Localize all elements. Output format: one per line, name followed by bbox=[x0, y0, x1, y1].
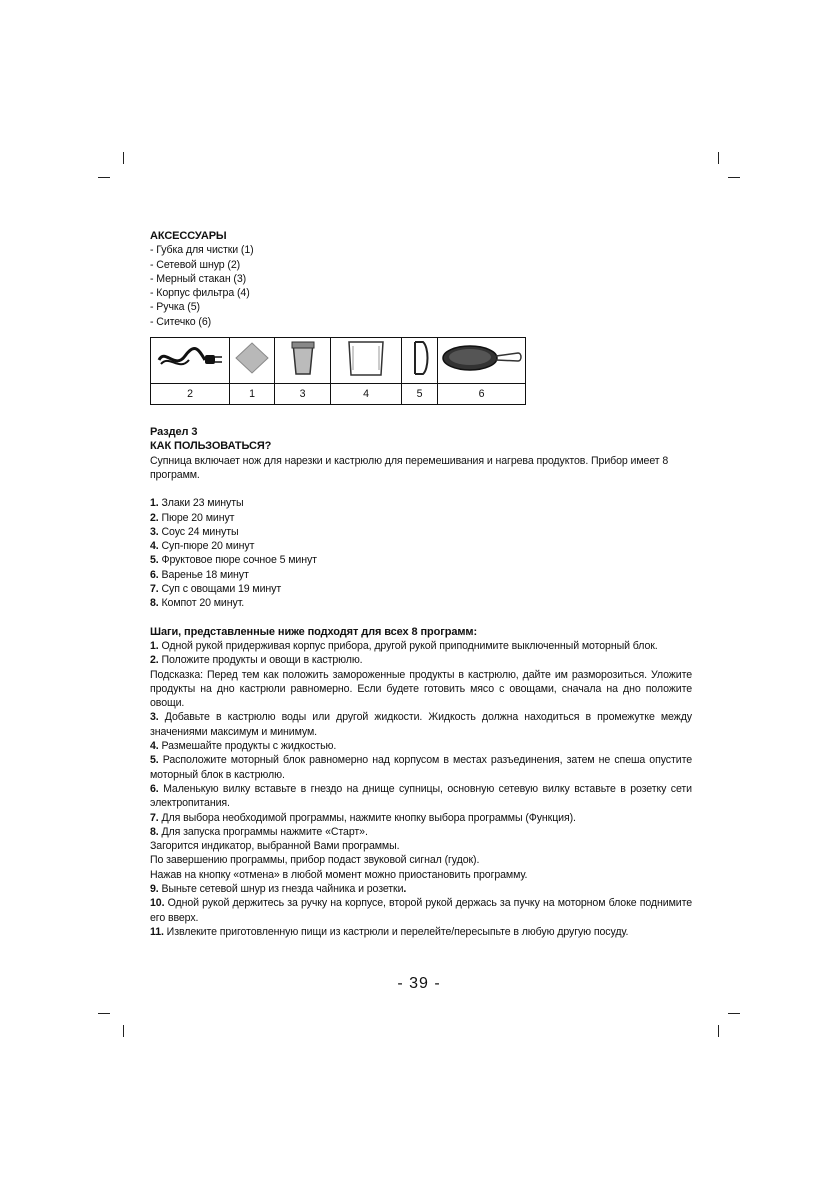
table-cell bbox=[331, 338, 402, 384]
accessories-title: АКСЕССУАРЫ bbox=[150, 230, 227, 242]
power-cord-icon bbox=[155, 340, 225, 376]
sponge-icon bbox=[233, 340, 271, 376]
hint-text: Подсказка: Перед тем как положить замороженные продукты в кастрюлю, дайте им разморозиться. Уложите продукты на дно кастрюли равномерно. Если будете готовить мясо с овощами, сначала на дно положите овощи. bbox=[150, 668, 692, 710]
section-label: Раздел 3 bbox=[150, 426, 198, 439]
filter-housing-icon bbox=[344, 338, 388, 378]
step-3: 3. Добавьте в кастрюлю воды или другой жидкости. Жидкость должна находиться в промежутке между значениями максимум и минимум. bbox=[150, 711, 692, 738]
table-cell: 5 bbox=[402, 384, 438, 405]
table-cell bbox=[275, 338, 331, 384]
table-cell: 3 bbox=[275, 384, 331, 405]
measuring-cup-icon bbox=[288, 339, 318, 377]
step-10: 10. Одной рукой держитесь за ручку на корпусе, второй рукой держась за пучку на моторном блоке поднимите его вверх. bbox=[150, 897, 692, 924]
note-beep: По завершению программы, прибор подаст звуковой сигнал (гудок). bbox=[150, 854, 480, 867]
crop-mark bbox=[123, 1025, 124, 1037]
list-item: - Губка для чистки (1) bbox=[150, 243, 692, 257]
note-indicator: Загорится индикатор, выбранной Вами программы. bbox=[150, 840, 400, 853]
list-item: - Корпус фильтра (4) bbox=[150, 286, 692, 300]
crop-mark bbox=[728, 1013, 740, 1014]
step-11: 11. Извлеките приготовленную пищи из кастрюли и перелейте/пересыпьте в любую другую посуду. bbox=[150, 925, 629, 938]
list-item: 4. Суп-пюре 20 минут bbox=[150, 540, 255, 553]
list-item: 8. Компот 20 минут. bbox=[150, 597, 245, 610]
list-item: 1. Злаки 23 минуты bbox=[150, 497, 244, 510]
list-item: - Ручка (5) bbox=[150, 300, 692, 314]
list-item: 7. Суп с овощами 19 минут bbox=[150, 583, 282, 596]
steps-title: Шаги, представленные ниже подходят для всех 8 программ: bbox=[150, 625, 478, 638]
crop-mark bbox=[718, 1025, 719, 1037]
crop-mark bbox=[123, 152, 124, 164]
strainer-icon bbox=[440, 340, 524, 376]
list-item: 3. Соус 24 минуты bbox=[150, 525, 239, 538]
list-item: 5. Фруктовое пюре сочное 5 минут bbox=[150, 554, 317, 567]
crop-mark bbox=[718, 152, 719, 164]
section-intro: Супница включает нож для нарезки и кастрюлю для перемешивания и нагрева продуктов. Прибор имеет 8 программ. bbox=[150, 454, 669, 481]
list-item: 6. Варенье 18 минут bbox=[150, 568, 249, 581]
note-cancel: Нажав на кнопку «отмена» в любой момент можно приостановить программу. bbox=[150, 868, 528, 881]
table-cell: 1 bbox=[230, 384, 275, 405]
accessories-table bbox=[150, 337, 526, 405]
list-item: - Мерный стакан (3) bbox=[150, 272, 692, 286]
crop-mark bbox=[728, 177, 740, 178]
table-cell: 4 bbox=[331, 384, 402, 405]
table-cell bbox=[402, 338, 438, 384]
step-5: 5. Расположите моторный блок равномерно над корпусом в местах разъединения, затем не спеша опустите моторный блок в кастрюлю. bbox=[150, 754, 692, 781]
table-cell bbox=[438, 338, 526, 384]
crop-mark bbox=[98, 1013, 110, 1014]
step-4: 4. Размешайте продукты с жидкостью. bbox=[150, 740, 337, 753]
step-6: 6. Маленькую вилку вставьте в гнездо на днище супницы, основную сетевую вилку вставьте в розетку сети электропитания. bbox=[150, 782, 692, 810]
step-2: 2. Положите продукты и овощи в кастрюлю. bbox=[150, 654, 363, 667]
program-list bbox=[150, 496, 692, 610]
list-item: - Ситечко (6) bbox=[150, 315, 692, 329]
list-item: - Сетевой шнур (2) bbox=[150, 258, 692, 272]
handle-icon bbox=[409, 339, 431, 377]
step-1: 1. Одной рукой придерживая корпус прибора, другой рукой приподнимите выключенный моторный блок. bbox=[150, 639, 658, 652]
accessories-list bbox=[150, 243, 692, 329]
table-cell bbox=[230, 338, 275, 384]
step-7: 7. Для выбора необходимой программы, нажмите кнопку выбора программы (Функция). bbox=[150, 811, 576, 824]
table-cell: 6 bbox=[438, 384, 526, 405]
crop-mark bbox=[98, 177, 110, 178]
table-cell: 2 bbox=[151, 384, 230, 405]
section-title: КАК ПОЛЬЗОВАТЬСЯ? bbox=[150, 440, 272, 453]
step-9: 9. Выньте сетевой шнур из гнезда чайника и розетки. bbox=[150, 882, 407, 895]
page-number: - 39 - bbox=[397, 975, 441, 992]
table-cell bbox=[151, 338, 230, 384]
page-content bbox=[150, 229, 692, 939]
step-8: 8. Для запуска программы нажмите «Старт». bbox=[150, 825, 368, 838]
list-item: 2. Пюре 20 минут bbox=[150, 511, 235, 524]
